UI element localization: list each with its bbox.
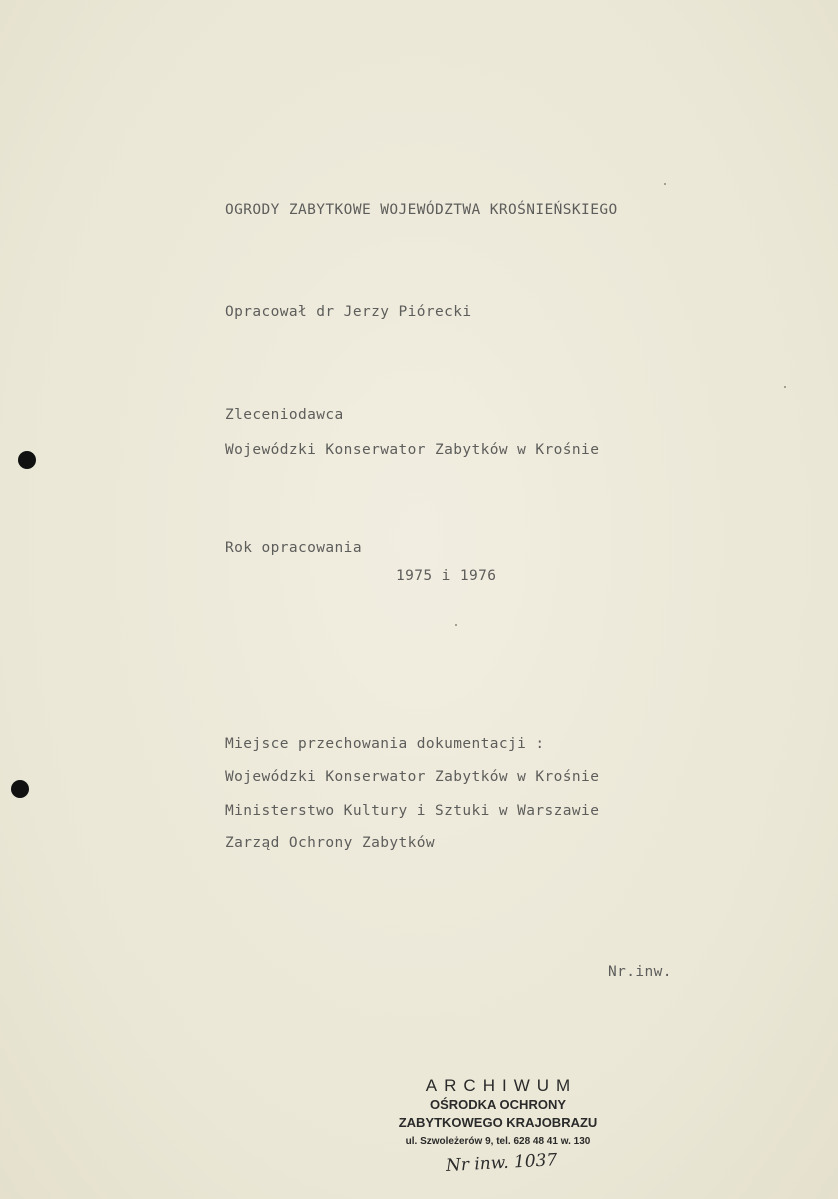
punch-hole-bottom	[11, 780, 29, 798]
inventory-label: Nr.inw.	[608, 964, 672, 980]
stamp-title: ARCHIWUM	[425, 1076, 578, 1095]
storage-label: Miejsce przechowania dokumentacji :	[225, 736, 545, 752]
year-value: 1975 i 1976	[396, 568, 497, 584]
handwritten-inventory-note: Nr inw. 1037	[445, 1150, 558, 1176]
paper-speck	[664, 183, 666, 185]
punch-hole-top	[18, 451, 36, 469]
document-title: OGRODY ZABYTKOWE WOJEWÓDZTWA KROŚNIEŃSKIEGO	[225, 202, 618, 218]
archive-stamp	[388, 1076, 608, 1150]
paper-speck	[455, 624, 457, 626]
paper-speck	[784, 386, 786, 388]
storage-item: Zarząd Ochrony Zabytków	[225, 835, 435, 851]
author-line: Opracował dr Jerzy Piórecki	[225, 304, 472, 320]
storage-item: Ministerstwo Kultury i Sztuki w Warszawie	[225, 803, 600, 819]
stamp-address: ul. Szwoleżerów 9, tel. 628 48 41 w. 130	[405, 1136, 591, 1147]
storage-item: Wojewódzki Konserwator Zabytków w Krośnie	[225, 769, 600, 785]
client-label: Zleceniodawca	[225, 407, 344, 423]
stamp-line: OŚRODKA OCHRONY	[429, 1097, 567, 1112]
year-label: Rok opracowania	[225, 540, 362, 556]
client-name: Wojewódzki Konserwator Zabytków w Krośnie	[225, 442, 600, 458]
stamp-line: ZABYTKOWEGO KRAJOBRAZU	[398, 1115, 598, 1130]
